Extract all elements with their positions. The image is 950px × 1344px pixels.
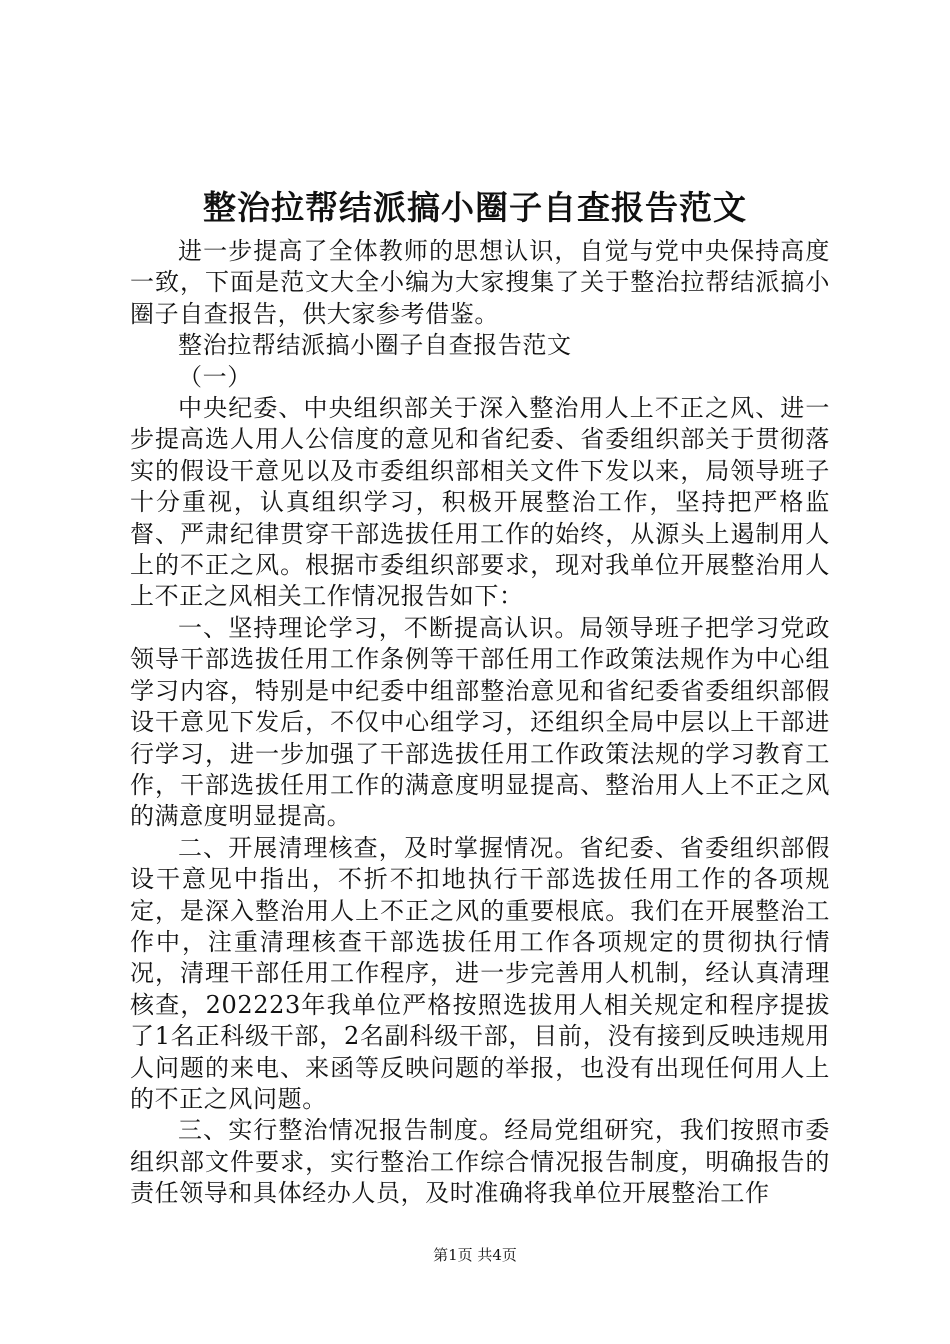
body-paragraph: 三、实行整治情况报告制度。经局党组研究，我们按照市委组织部文件要求，实行整治工作综合情况报告制度，明确报告的责任领导和具体经办人员，及时准确将我单位开展整治工作 bbox=[130, 1116, 830, 1208]
body-paragraph: 二、开展清理核查，及时掌握情况。省纪委、省委组织部假设干意见中指出，不折不扣地执行干部选拔任用工作的各项规定，是深入整治用人上不正之风的重要根底。我们在开展整治工作中，注重清理核查干部选拔任用工作各项规定的贯彻执行情况，清理干部任用工作程序，进一步完善用人机制，经认真清理核查，202223年我单位严格按照选拔用人相关规定和程序提拔了1名正科级干部，2名副科级干部，目前，没有接到反映违规用人问题的来电、来函等反映问题的举报，也没有出现任何用人上的不正之风问题。 bbox=[130, 833, 830, 1113]
document-body bbox=[130, 236, 830, 1210]
section-number: （一） bbox=[178, 362, 252, 391]
page-footer: 第1页 共4页 bbox=[433, 1246, 517, 1264]
document-title: 整治拉帮结派搞小圈子自查报告范文 bbox=[203, 188, 747, 227]
body-paragraph: 一、坚持理论学习，不断提高认识。局领导班子把学习党政领导干部选拔任用工作条例等干部任用工作政策法规作为中心组学习内容，特别是中纪委中组部整治意见和省纪委省委组织部假设干意见下发后，不仅中心组学习，还组织全局中层以上干部进行学习，进一步加强了干部选拔任用工作政策法规的学习教育工作，干部选拔任用工作的满意度明显提高、整治用人上不正之风的满意度明显提高。 bbox=[130, 613, 830, 831]
body-paragraph: 中央纪委、中央组织部关于深入整治用人上不正之风、进一步提高选人用人公信度的意见和省纪委、省委组织部关于贯彻落实的假设干意见以及市委组织部相关文件下发以来，局领导班子十分重视，认真组织学习，积极开展整治工作，坚持把严格监督、严肃纪律贯穿干部选拔任用工作的始终，从源头上遏制用人上的不正之风。根据市委组织部要求，现对我单位开展整治用人上不正之风相关工作情况报告如下： bbox=[130, 394, 830, 611]
subtitle-paragraph: 整治拉帮结派搞小圈子自查报告范文 bbox=[178, 331, 572, 360]
intro-paragraph: 进一步提高了全体教师的思想认识，自觉与党中央保持高度一致，下面是范文大全小编为大家搜集了关于整治拉帮结派搞小圈子自查报告，供大家参考借鉴。 bbox=[130, 237, 830, 328]
